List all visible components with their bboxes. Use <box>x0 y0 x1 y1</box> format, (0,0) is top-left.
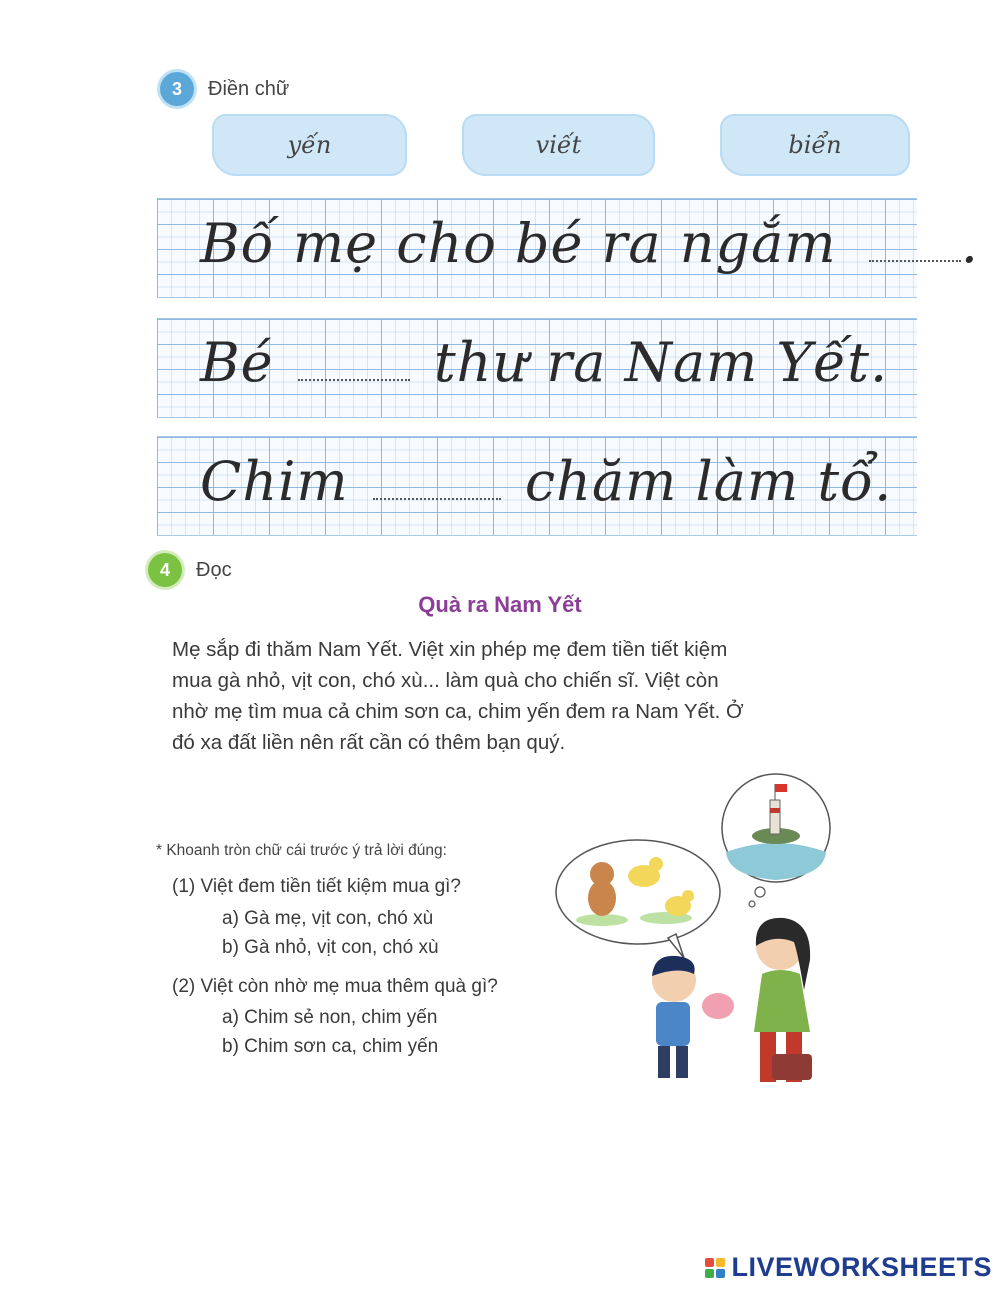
exercise-number-badge: 4 <box>148 553 182 587</box>
animals-speech-bubble <box>556 840 720 958</box>
paragraph-line: mua gà nhỏ, vịt con, chó xù... làm quà cho chiến sĩ. Việt còn <box>172 669 719 692</box>
reading-title: Quà ra Nam Yết <box>418 592 582 617</box>
sentence-1-end: . <box>960 212 979 275</box>
word-choice-1[interactable]: yến <box>212 114 407 176</box>
sentence-1 <box>200 212 979 275</box>
word-choice-3[interactable]: biển <box>720 114 910 176</box>
answer-option-1a[interactable]: a) Gà mẹ, vịt con, chó xù <box>222 908 434 929</box>
sentence-2 <box>200 331 888 394</box>
answer-blank-2[interactable] <box>298 377 410 381</box>
answer-option-1b[interactable]: b) Gà nhỏ, vịt con, chó xù <box>222 937 439 958</box>
sentence-3 <box>200 450 892 513</box>
sentence-1-text: Bố mẹ cho bé ra ngắm <box>200 212 837 275</box>
story-illustration <box>548 770 868 1090</box>
island-thought-bubble <box>722 774 830 907</box>
question-1: (1) Việt đem tiền tiết kiệm mua gì? <box>172 876 461 897</box>
sentence-3-end: chăm làm tổ. <box>524 450 893 513</box>
exercise-3-label: Điền chữ <box>208 77 290 100</box>
exercise-number-badge: 3 <box>160 72 194 106</box>
sentence-2-start: Bé <box>200 331 274 394</box>
question-2: (2) Việt còn nhờ mẹ mua thêm quà gì? <box>172 976 498 997</box>
logo-mark-icon <box>705 1258 725 1278</box>
reading-paragraph <box>172 634 862 758</box>
exercise-4-header <box>148 553 232 587</box>
sentence-2-end: thư ra Nam Yết. <box>433 331 889 394</box>
logo-text: LIVEWORKSHEETS <box>731 1252 992 1282</box>
paragraph-line: Mẹ sắp đi thăm Nam Yết. Việt xin phép mẹ đem tiền tiết kiệm <box>172 638 728 661</box>
answer-option-2a[interactable]: a) Chim sẻ non, chim yến <box>222 1007 438 1028</box>
answer-blank-3[interactable] <box>373 496 501 500</box>
word-choice-2[interactable]: viết <box>462 114 655 176</box>
paragraph-line: nhờ mẹ tìm mua cả chim sơn ca, chim yến đem ra Nam Yết. Ở <box>172 700 744 723</box>
sentence-3-start: Chim <box>200 450 349 513</box>
answer-blank-1[interactable] <box>869 258 961 262</box>
paragraph-line: đó xa đất liền nên rất cần có thêm bạn quý. <box>172 731 566 754</box>
boy-figure <box>652 956 734 1078</box>
mother-figure <box>754 918 812 1082</box>
liveworksheets-logo <box>705 1252 992 1283</box>
exercise-4-label: Đọc <box>196 558 232 581</box>
answer-option-2b[interactable]: b) Chim sơn ca, chim yến <box>222 1036 439 1057</box>
exercise-3-header <box>160 72 289 106</box>
instruction-text: * Khoanh tròn chữ cái trước ý trả lời đúng: <box>156 842 447 859</box>
